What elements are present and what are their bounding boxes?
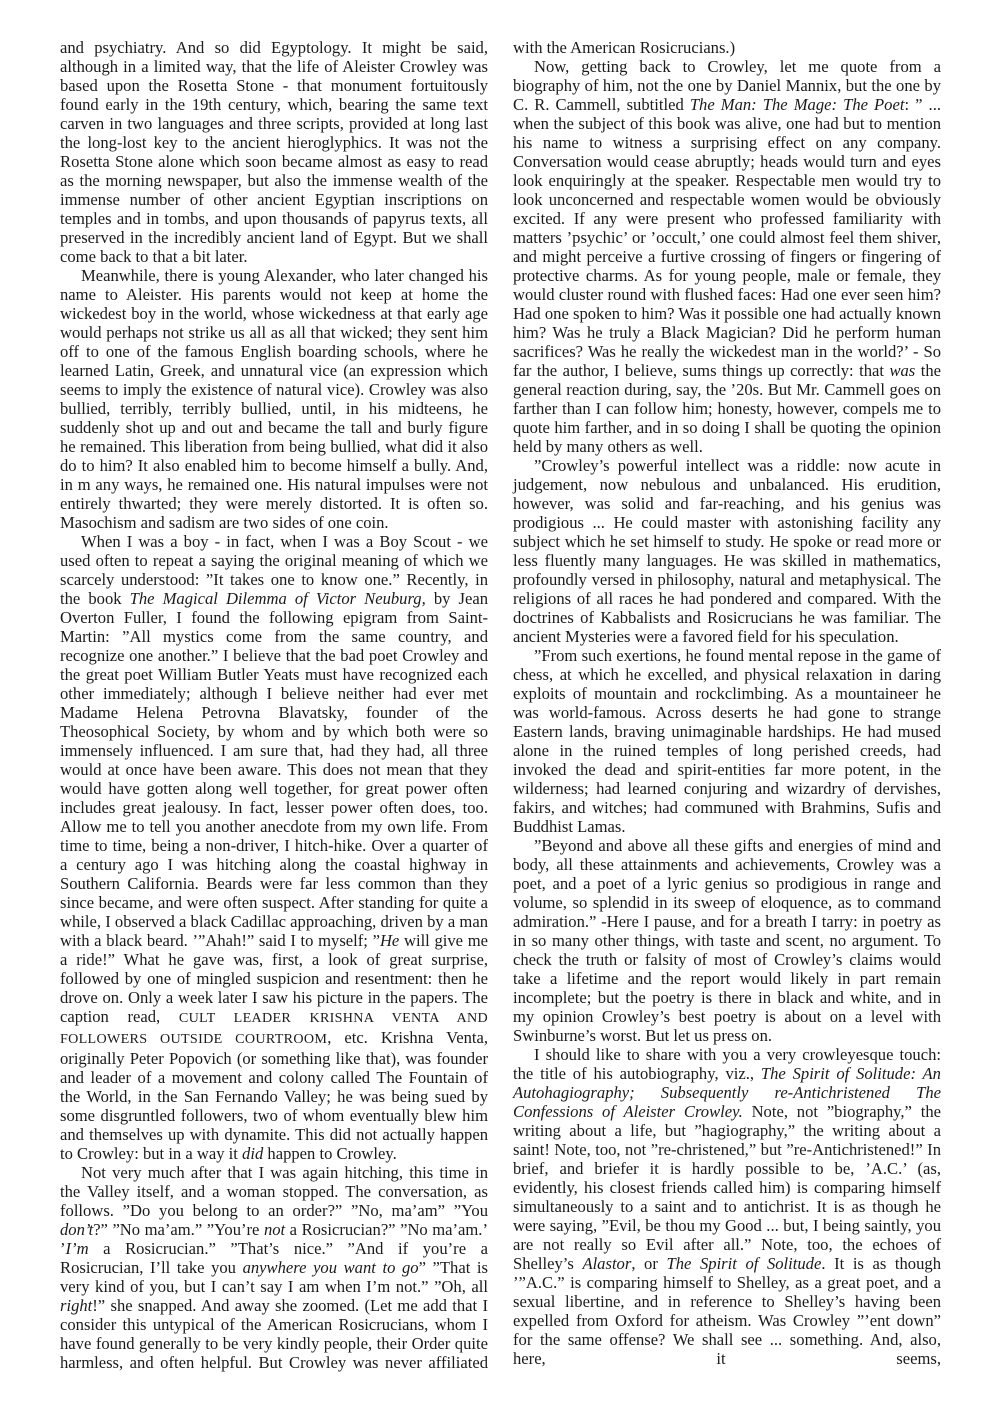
text-run: a Rosicrucian.” ”That’s nice.” ”And if you’re a Rosicrucian, I’ll take you (60, 1239, 488, 1277)
paragraph (513, 646, 941, 836)
text-run: a Rosicrucian?” ”No ma’am.’ ’ (60, 1220, 488, 1258)
text-run-caps: CULT LEADER KRISHNA VENTA AND FOLLOWERS OUTSIDE COURTROOM (60, 1010, 488, 1047)
text-run: !” she snapped. And away she zoomed. (Let me add that I consider this untypical of the American Rosicrucians, whom I have found generally to be very kindly people, their Order quite harmless, and often helpful. But Crowley was never affiliated (60, 1296, 488, 1372)
text-run: , etc. Krishna Venta, originally Peter Popovich (or something like that), was founder and leader of a movement and colony called The Fountain of the World, in the San Fernando Valley; he was being sued by some disgruntled followers, two of whom eventually blew him and themselves up with dynamite. This did not actually happen to Crowley: but in a way it (60, 1028, 489, 1163)
text-run: : ” ... when the subject of this book was alive, one had but to mention his name to witness a surprising effect on any company. Conversation would cease abruptly; heads would turn and eyes look enquiringly at the speaker. Respectable men would try to look unconcerned and respectable women would be obviously excited. If any were present who professed familiarity with matters ’psychic’ or ’occult,’ one could almost feel them shiver, and might perceive a furtive crossing of fingers or fingering of protective charms. As for young people, male or female, they would cluster round with flushed faces: Had one ever seen him? Had one spoken to him? Was it possible one had actually known him? Was he truly a Black Magician? Did he perform human sacrifices? Was he really the wickedest man in the world?’ - So far the author, I believe, sums things up correctly: that (513, 95, 941, 380)
text-run-italic: did (242, 1144, 264, 1163)
text-column-left (60, 38, 488, 1414)
text-run-italic: He (379, 931, 400, 950)
text-run: and psychiatry. And so did Egyptology. It might be said, although in a limited way, that the life of Aleister Crowley was based upon the Rosetta Stone - that monument fortuitously found early in the 19th century, which, bearing the same text carven in two languages and three scripts, provided at long last the long-lost key to the ancient hieroglyphics. It was not the Rosetta Stone alone which soon became almost as easy to read as the morning newspaper, but also the immense wealth of the immense number of other ancient Egyptian inscriptions on temples and in tombs, and upon thousands of papyrus texts, all preserved in the incredibly ancient land of Egypt. But we shall come back to that a bit later. (60, 38, 488, 266)
paragraph (513, 836, 941, 1045)
text-run-italic: The Spirit of Solitude: An Autohagiography; Subsequently re-Antichristened The Confessions of Aleister Crowley. (513, 1064, 941, 1121)
text-run-italic: was (889, 361, 916, 380)
text-run-italic: The Spirit of Solitude (666, 1254, 822, 1273)
paragraph (513, 57, 941, 456)
text-run-italic: The Man: The Mage: The Poet (689, 95, 905, 114)
paragraph (60, 532, 488, 1163)
text-run: happen to Crowley. (263, 1144, 397, 1163)
text-run: I should like to share with you a very crowleyesque touch: the title of his autobiography, viz., (513, 1045, 941, 1083)
text-run: Meanwhile, there is young Alexander, who later changed his name to Aleister. His parents would not keep at home the wickedest boy in the world, whose wickedness at that early age would perhaps not strike us all as all that wicked; they sent him off to one of the famous English boarding schools, where he learned Latin, Greek, and unnatural vice (an expression which seems to imply the existence of natural vice). Crowley was also bullied, terribly, terribly bullied, until, in his midteens, he suddenly shot up and out and became the tall and burly figure he remained. This liberation from being bullied, what did it also do to him? It also enabled him to become himself a bully. And, in m any ways, he remained one. His natural impulses were not entirely thwarted; they were merely distorted. It is often so. Masochism and sadism are two sides of one coin. (60, 266, 488, 532)
text-run: with the American Rosicrucians.) (513, 38, 736, 57)
text-run: ” ”That is very kind of you, but I can’t say I am when I’m not.” ”Oh, all (60, 1258, 488, 1296)
text-run: ”Beyond and above all these gifts and energies of mind and body, all these attainments and achievements, Crowley was a poet, and a poet of a lyric genius so prodigious in range and volume, so splendid in its sweep of eloquence, as to command admiration.” -Here I pause, and for a breath I tarry: in poetry as in so many other things, with taste and scent, no argument. To check the truth or falsity of most of Crowley’s claims would take a lifetime and the report would likely in part remain incomplete; but the poetry is there in black and white, and in my opinion Crowley’s best poetry is about on a level with Swinburne’s worst. But let us press on. (513, 836, 941, 1045)
text-run: will give me a ride!” What he gave was, first, a look of great surprise, followed by one of mingled suspicion and resentment: then he drove on. Only a week later I saw his picture in the papers. The caption read, (60, 931, 488, 1026)
text-run: ?” ”No ma’am.” ”You’re (93, 1220, 264, 1239)
paragraph (513, 38, 941, 57)
text-column-right (513, 38, 941, 1414)
text-run-italic: The Magical Dilemma of Victor Neuburg, (129, 589, 426, 608)
text-run-italic: Alastor (582, 1254, 632, 1273)
text-run: . It is as though ’”A.C.” is comparing himself to Shelley, as a great poet, and a sexual libertine, and in reference to Shelley’s having been expelled from Oxford for atheism. Was Crowley ”’ent down” for the same offense? We shall see ... something. And, also, here, it seems, (513, 1254, 941, 1368)
text-run-italic: I’m (65, 1239, 89, 1258)
paragraph (60, 1163, 488, 1372)
text-run: Now, getting back to Crowley, let me quote from a biography of him, not the one by Daniel Mannix, but the one by C. R. Cammell, subtitled (513, 57, 941, 114)
text-run-italic: anywhere you want to go (242, 1258, 419, 1277)
text-run-italic: not (263, 1220, 286, 1239)
text-run: by Jean Overton Fuller, I found the following epigram from Saint-Martin: ”All mystics come from the same country, and recognize one another.” I believe that the bad poet Crowley and the great poet William Butler Yeats must have recognized each other immediately; although I believe neither had ever met Madame Helena Petrovna Blavatsky, founder of the Theosophical Society, by whom and by which both were so immensely influenced. I am sure that, had they had, all three would at once have been aware. This does not mean that they would have gotten along well together, for great power often includes great jealousy. In fact, lesser power often does, too. Allow me to tell you another anecdote from my own life. From time to time, being a non-driver, I hitch-hike. Over a quarter of a century ago I was hitching along the coastal highway in Southern California. Beards were far less common than they since became, and were often suspect. After standing for quite a while, I observed a black Cadillac approaching, driven by a man with a black beard. ’”Ahah!” said I to myself; ” (60, 589, 488, 950)
text-run: the general reaction during, say, the ’20s. But Mr. Cammell goes on farther than I can follow him; honesty, however, compels me to quote him farther, and in so doing I shall be quoting the opinion held by many others as well. (513, 361, 941, 456)
text-run: Note, not ”biography,” the writing about a life, but ”hagiography,” the writing about a saint! Note, too, not ”re-christened,” but ”re-Antichristened!” In brief, and briefer it is hardly possible to be, ’A.C.’ (as, evidently, his closest friends called him) is comparing himself simultaneously to a saint and to antichrist. It is as though he were saying, ”Evil, be thou my Good ... but, I being saintly, you are not really so Evil after all.” Note, too, the echoes of Shelley’s (513, 1102, 941, 1273)
text-run: When I was a boy - in fact, when I was a Boy Scout - we used often to repeat a saying the original meaning of which we scarcely understood: ”It takes one to know one.” Recently, in the book (60, 532, 488, 608)
paragraph (513, 1045, 941, 1368)
text-run-italic: right (60, 1296, 93, 1315)
paragraph (513, 456, 941, 646)
text-run: ”From such exertions, he found mental repose in the game of chess, at which he excelled, and physical relaxation in daring exploits of mountain and rockclimbing. As a mountaineer he was world-famous. Across deserts he had gone to strange Eastern lands, braving unimaginable hardships. He had mused alone in the ruined temples of long perished creeds, had invoked the dead and spirit-entities far more potent, in the wilderness; had learned conjuring and wizardry of dervishes, fakirs, and witches; had communed with Brahmins, Sufis and Buddhist Lamas. (513, 646, 941, 836)
paragraph (60, 38, 488, 266)
paragraph (60, 266, 488, 532)
text-run-italic: don’t (60, 1220, 94, 1239)
text-run: , or (631, 1254, 667, 1273)
text-run: Not very much after that I was again hitching, this time in the Valley itself, and a woman stopped. The conversation, as follows. ”Do you belong to an order?” ”No, ma’am” ”You (60, 1163, 488, 1220)
text-run: ”Crowley’s powerful intellect was a riddle: now acute in judgement, now nebulous and unbalanced. His erudition, however, was solid and far-reaching, and his genius was prodigious ... He could master with astonishing facility any subject which he set himself to study. He spoke or read more or less fluently many languages. He was skilled in mathematics, profoundly versed in philosophy, natural and metaphysical. The religions of all races he had pondered and compared. With the doctrines of Kabbalists and Rosicrucians he was familiar. The ancient Mysteries were a favored field for his speculation. (513, 456, 941, 646)
